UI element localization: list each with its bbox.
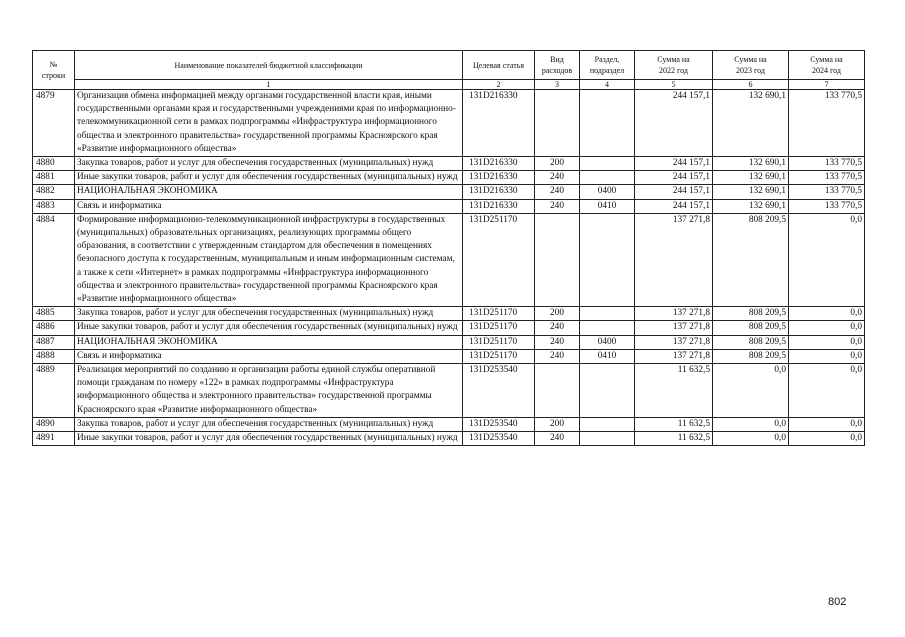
expense-type-cell: 240: [535, 321, 580, 335]
section-cell: [580, 157, 635, 171]
sum-2023-cell: 132 690,1: [713, 199, 789, 213]
sum-2023-cell: 0,0: [713, 417, 789, 431]
table-row: [33, 417, 865, 431]
sum-2024-cell: 0,0: [789, 349, 865, 363]
sum-2023-cell: 808 209,5: [713, 213, 789, 306]
indicator-name-cell: Иные закупки товаров, работ и услуг для обеспечения государственных (муниципальных) нужд: [75, 321, 463, 335]
header-sum-2023: Сумма на 2023 год: [713, 51, 789, 80]
expense-type-cell: [535, 364, 580, 418]
section-cell: [580, 213, 635, 306]
sum-2022-cell: 11 632,5: [635, 417, 713, 431]
table-row: [33, 335, 865, 349]
indicator-name-cell: Реализация мероприятий по созданию и организации работы единой службы оперативной помощи гражданам по номеру «122» в рамках подпрограммы «Инфраструктура информационного общества и электронного правительства» государственной программы Красноярского края «Развитие информационного общества»: [75, 364, 463, 418]
sum-2024-cell: 0,0: [789, 307, 865, 321]
sum-2024-cell: 0,0: [789, 213, 865, 306]
row-number-cell: 4888: [33, 349, 75, 363]
indicator-name-cell: Формирование информационно-телекоммуникационной инфраструктуры в государственных (муниципальных) образовательных организациях, реализующих программы общего образования, в соответствии с утвержденным стандартом для обеспечения в помещениях безопасного доступа к государственным, муниципальным и иным информационным системам, а также к сети «Интернет» в рамках подпрограммы «Инфраструктура информационного общества и электронного правительства» государственной программы Красноярского края «Развитие информационного общества»: [75, 213, 463, 306]
column-number: 7: [789, 80, 865, 90]
sum-2022-cell: 11 632,5: [635, 432, 713, 446]
row-number-cell: 4881: [33, 171, 75, 185]
sum-2023-cell: 808 209,5: [713, 307, 789, 321]
sum-2022-cell: 244 157,1: [635, 171, 713, 185]
column-number: 1: [75, 80, 463, 90]
table-row: [33, 185, 865, 199]
sum-2022-cell: 137 271,8: [635, 213, 713, 306]
indicator-name-cell: Иные закупки товаров, работ и услуг для обеспечения государственных (муниципальных) нужд: [75, 432, 463, 446]
target-article-cell: 131D251170: [463, 349, 535, 363]
target-article-cell: 131D216330: [463, 90, 535, 157]
row-number-cell: 4880: [33, 157, 75, 171]
row-number-cell: 4887: [33, 335, 75, 349]
expense-type-cell: 200: [535, 307, 580, 321]
sum-2023-cell: 132 690,1: [713, 185, 789, 199]
target-article-cell: 131D253540: [463, 364, 535, 418]
page-number: 802: [828, 596, 847, 608]
sum-2024-cell: 0,0: [789, 364, 865, 418]
expense-type-cell: 240: [535, 349, 580, 363]
row-number-cell: 4890: [33, 417, 75, 431]
table-row: [33, 90, 865, 157]
header-row: [33, 51, 865, 80]
table-row: [33, 321, 865, 335]
sum-2022-cell: 137 271,8: [635, 349, 713, 363]
row-number-cell: 4879: [33, 90, 75, 157]
expense-type-cell: 200: [535, 417, 580, 431]
expense-type-cell: 240: [535, 199, 580, 213]
section-cell: [580, 321, 635, 335]
section-cell: [580, 90, 635, 157]
row-number-cell: 4883: [33, 199, 75, 213]
budget-table: [32, 50, 865, 446]
target-article-cell: 131D251170: [463, 335, 535, 349]
expense-type-cell: 240: [535, 335, 580, 349]
target-article-cell: 131D251170: [463, 213, 535, 306]
sum-2022-cell: 244 157,1: [635, 185, 713, 199]
sum-2024-cell: 0,0: [789, 432, 865, 446]
target-article-cell: 131D216330: [463, 171, 535, 185]
section-cell: [580, 364, 635, 418]
target-article-cell: 131D253540: [463, 432, 535, 446]
header-row-number: № строки: [33, 51, 75, 90]
section-cell: 0400: [580, 185, 635, 199]
header-sum-2024: Сумма на 2024 год: [789, 51, 865, 80]
indicator-name-cell: Закупка товаров, работ и услуг для обеспечения государственных (муниципальных) нужд: [75, 307, 463, 321]
expense-type-cell: [535, 213, 580, 306]
sum-2023-cell: 132 690,1: [713, 90, 789, 157]
section-cell: [580, 432, 635, 446]
sum-2022-cell: 11 632,5: [635, 364, 713, 418]
sum-2024-cell: 133 770,5: [789, 171, 865, 185]
header-sum-2022: Сумма на 2022 год: [635, 51, 713, 80]
sum-2024-cell: 133 770,5: [789, 199, 865, 213]
section-cell: 0400: [580, 335, 635, 349]
table-row: [33, 432, 865, 446]
sum-2022-cell: 137 271,8: [635, 321, 713, 335]
sum-2023-cell: 808 209,5: [713, 335, 789, 349]
target-article-cell: 131D216330: [463, 199, 535, 213]
table-row: [33, 213, 865, 306]
table-row: [33, 157, 865, 171]
row-number-cell: 4882: [33, 185, 75, 199]
sum-2024-cell: 133 770,5: [789, 185, 865, 199]
row-number-cell: 4886: [33, 321, 75, 335]
sum-2023-cell: 132 690,1: [713, 171, 789, 185]
table-row: [33, 199, 865, 213]
header-target-article: Целевая статья: [463, 51, 535, 80]
row-number-cell: 4884: [33, 213, 75, 306]
header-section: Раздел, подраздел: [580, 51, 635, 80]
section-cell: [580, 171, 635, 185]
column-number: 6: [713, 80, 789, 90]
sum-2023-cell: 0,0: [713, 432, 789, 446]
target-article-cell: 131D216330: [463, 185, 535, 199]
expense-type-cell: [535, 90, 580, 157]
indicator-name-cell: Организация обмена информацией между органами государственной власти края, иными государственными органами края и государственными учреждениями края по информационно-телекоммуникационной сети в рамках подпрограммы «Инфраструктура информационного общества и электронного правительства» государственной программы Красноярского края «Развитие информационного общества»: [75, 90, 463, 157]
section-cell: [580, 417, 635, 431]
table-row: [33, 307, 865, 321]
header-expense-type: Вид расходов: [535, 51, 580, 80]
sum-2023-cell: 0,0: [713, 364, 789, 418]
sum-2023-cell: 808 209,5: [713, 321, 789, 335]
indicator-name-cell: Закупка товаров, работ и услуг для обеспечения государственных (муниципальных) нужд: [75, 157, 463, 171]
header-indicator-name: Наименование показателей бюджетной классификации: [75, 51, 463, 80]
table-row: [33, 171, 865, 185]
indicator-name-cell: Связь и информатика: [75, 199, 463, 213]
section-cell: [580, 307, 635, 321]
table-row: [33, 349, 865, 363]
sum-2022-cell: 137 271,8: [635, 307, 713, 321]
target-article-cell: 131D216330: [463, 157, 535, 171]
expense-type-cell: 240: [535, 432, 580, 446]
indicator-name-cell: НАЦИОНАЛЬНАЯ ЭКОНОМИКА: [75, 335, 463, 349]
target-article-cell: 131D253540: [463, 417, 535, 431]
expense-type-cell: 240: [535, 171, 580, 185]
row-number-cell: 4885: [33, 307, 75, 321]
indicator-name-cell: Закупка товаров, работ и услуг для обеспечения государственных (муниципальных) нужд: [75, 417, 463, 431]
sum-2024-cell: 0,0: [789, 417, 865, 431]
column-number-row: [33, 80, 865, 90]
target-article-cell: 131D251170: [463, 321, 535, 335]
column-number: 3: [535, 80, 580, 90]
section-cell: 0410: [580, 349, 635, 363]
sum-2024-cell: 133 770,5: [789, 157, 865, 171]
column-number: 5: [635, 80, 713, 90]
expense-type-cell: 240: [535, 185, 580, 199]
target-article-cell: 131D251170: [463, 307, 535, 321]
sum-2024-cell: 0,0: [789, 335, 865, 349]
sum-2022-cell: 244 157,1: [635, 199, 713, 213]
sum-2023-cell: 132 690,1: [713, 157, 789, 171]
column-number: 4: [580, 80, 635, 90]
sum-2022-cell: 244 157,1: [635, 157, 713, 171]
sum-2023-cell: 808 209,5: [713, 349, 789, 363]
table-row: [33, 364, 865, 418]
sum-2024-cell: 133 770,5: [789, 90, 865, 157]
sum-2024-cell: 0,0: [789, 321, 865, 335]
indicator-name-cell: Иные закупки товаров, работ и услуг для обеспечения государственных (муниципальных) нужд: [75, 171, 463, 185]
row-number-cell: 4891: [33, 432, 75, 446]
sum-2022-cell: 137 271,8: [635, 335, 713, 349]
section-cell: 0410: [580, 199, 635, 213]
indicator-name-cell: Связь и информатика: [75, 349, 463, 363]
column-number: 2: [463, 80, 535, 90]
sum-2022-cell: 244 157,1: [635, 90, 713, 157]
row-number-cell: 4889: [33, 364, 75, 418]
indicator-name-cell: НАЦИОНАЛЬНАЯ ЭКОНОМИКА: [75, 185, 463, 199]
expense-type-cell: 200: [535, 157, 580, 171]
